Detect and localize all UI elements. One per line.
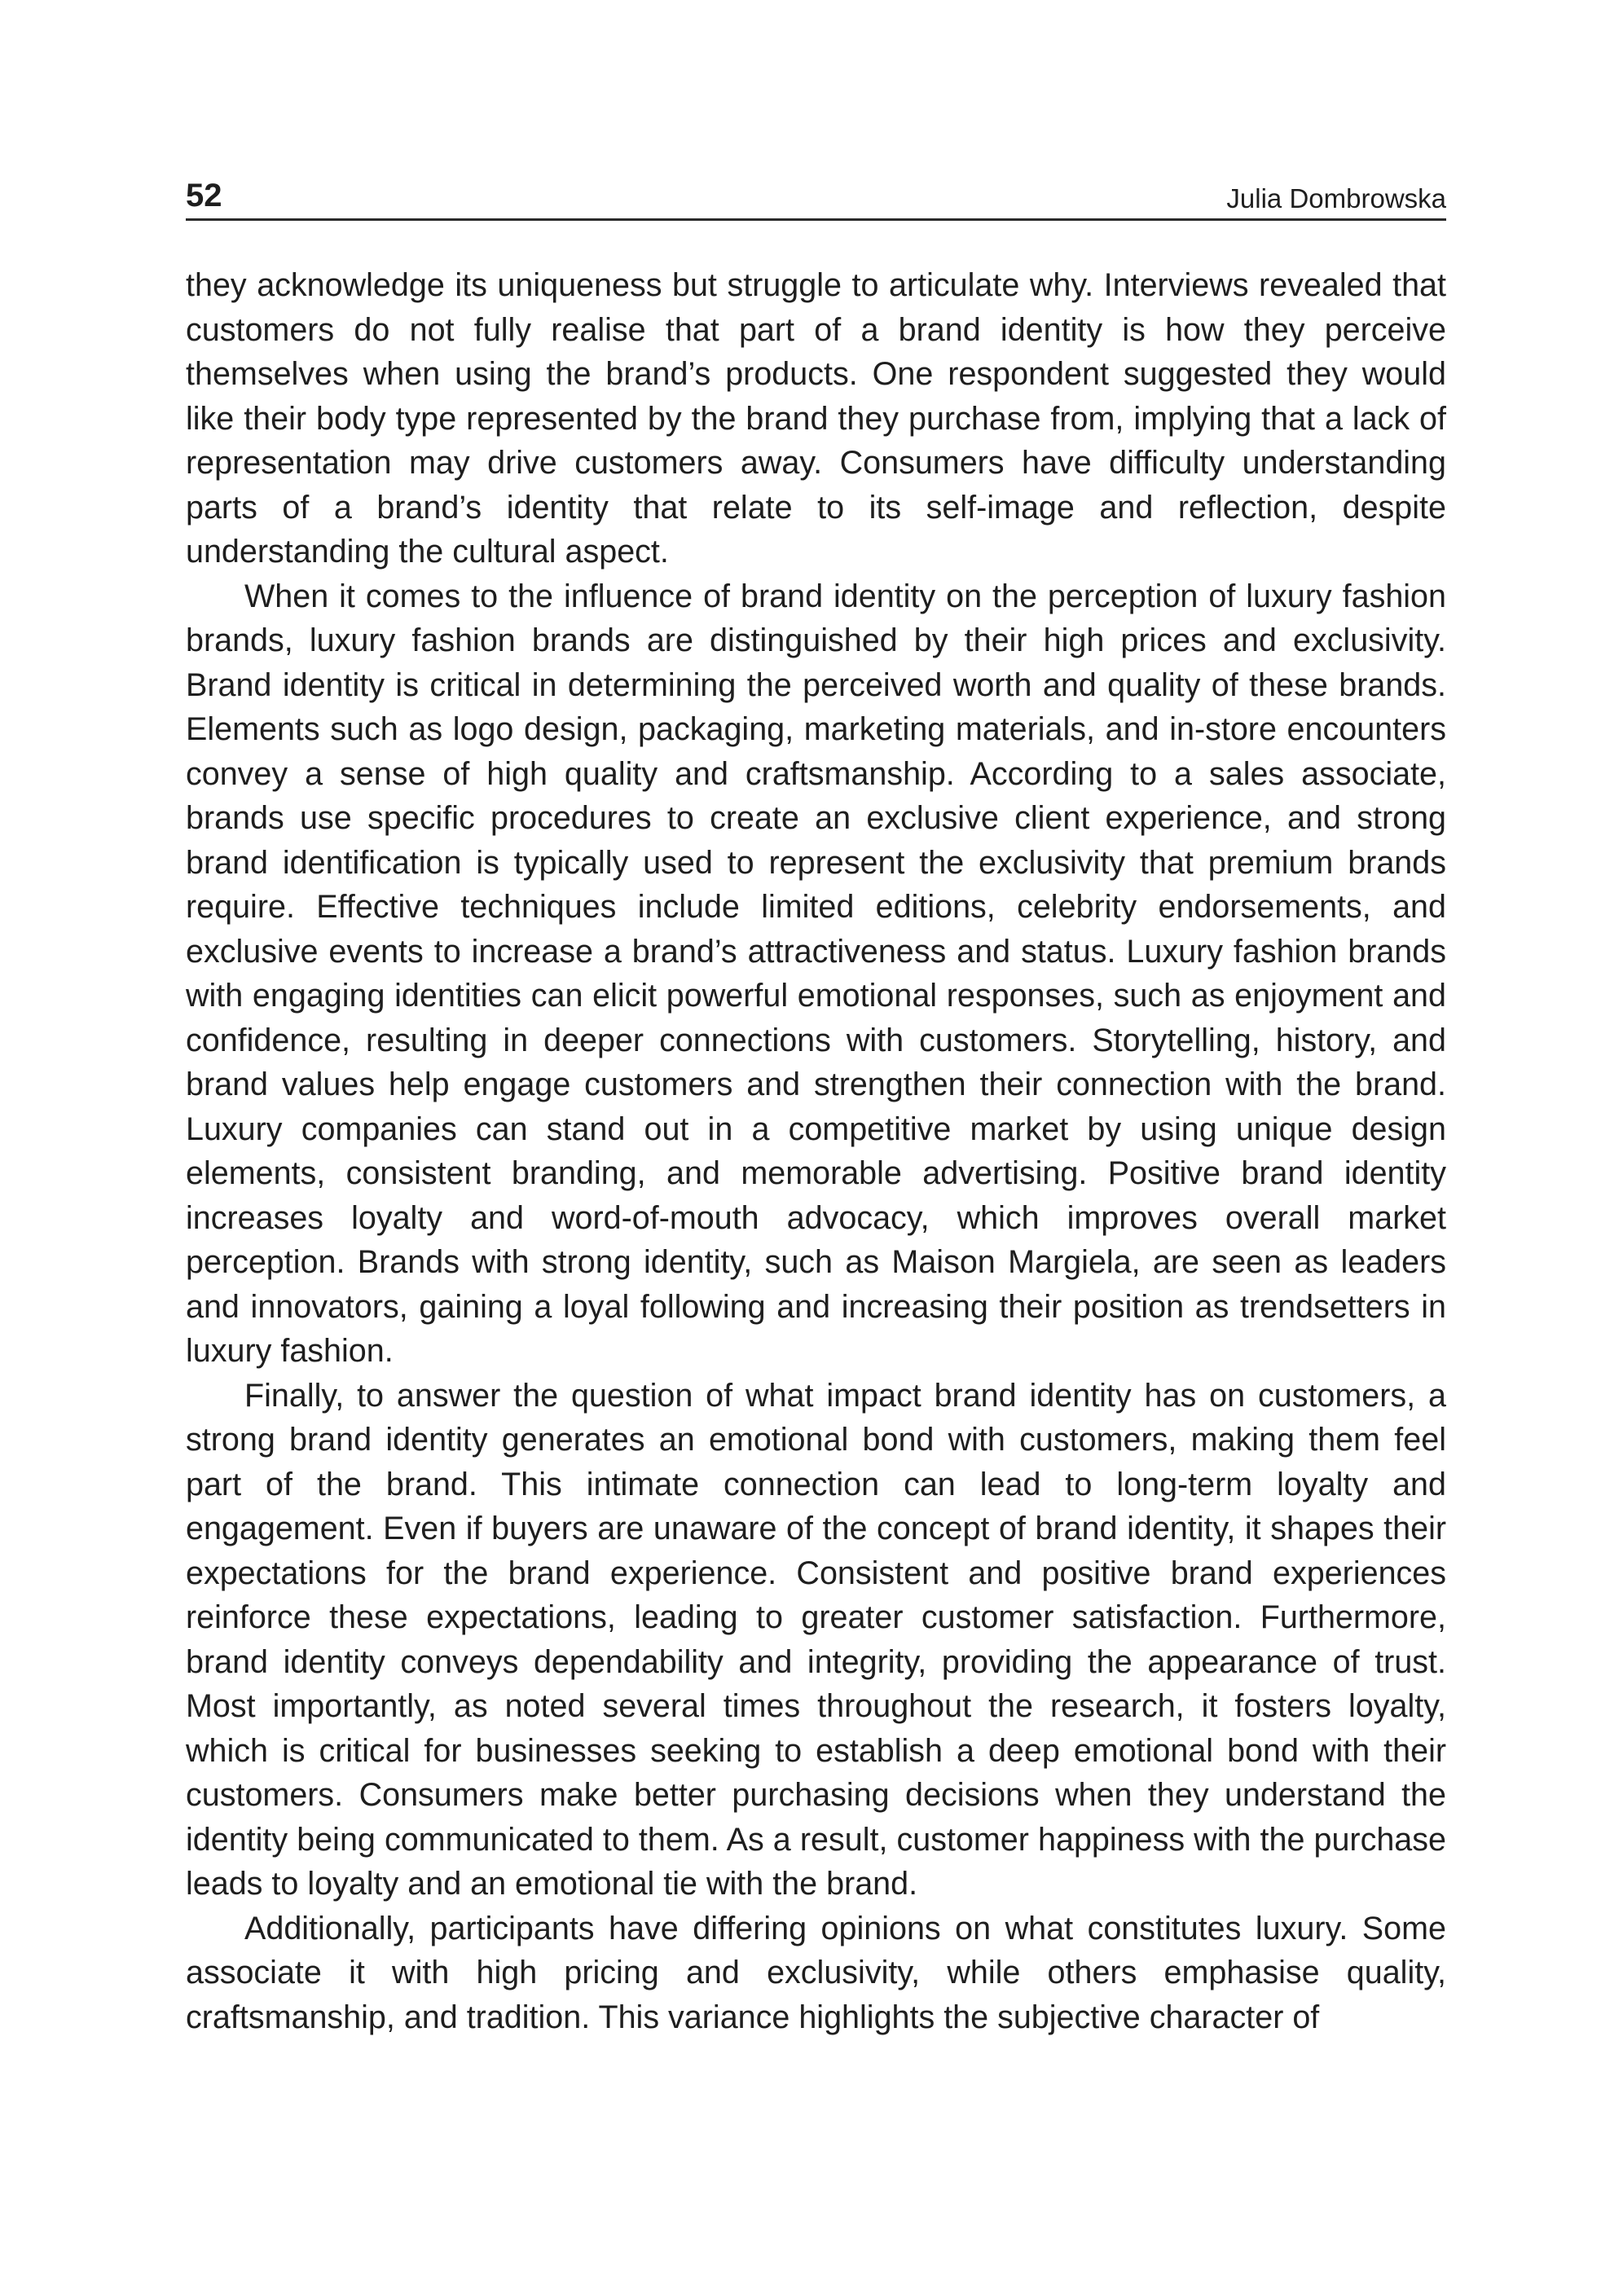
page-number: 52 — [186, 178, 222, 213]
paragraph-brand-identity-perception: When it comes to the influence of brand identity on the perception of luxury fashion brands, luxury fashion brands are distinguished by their high prices and exclusivity. Brand identity is critical in determining the perceived worth and quality of these brands. Elements such as logo design, packaging, marketing materials, and in-store encounters convey a sense of high quality and craftsmanship. According to a sales associate, brands use specific procedures to create an exclusive client experience, and strong brand identification is typically used to represent the exclusivity that premium brands require. Effective techniques include limited editions, celebrity endorsements, and exclusive events to increase a brand’s attractiveness and status. Luxury fashion brands with engaging identities can elicit powerful emotional responses, such as enjoyment and confidence, resulting in deeper connections with customers. Storytelling, history, and brand values help engage customers and strengthen their connection with the brand. Luxury companies can stand out in a competitive market by using unique design elements, consistent branding, and memorable advertising. Positive brand identity increases loyalty and word-of-mouth advocacy, which improves overall market perception. Brands with strong identity, such as Maison Margiela, are seen as leaders and innovators, gaining a loyal following and increasing their position as trendsetters in luxury fashion. — [186, 578, 1446, 1369]
paragraph-continued: they acknowledge its uniqueness but struggle to articulate why. Interviews revealed that customers do not fully realise that part of a brand identity is how they perceive themselves when using the brand’s products. One respondent suggested they would like their body type represented by the brand they purchase from, implying that a lack of representation may drive customers away. Consumers have difficulty understanding parts of a brand’s identity that relate to its self-image and reflection, despite understanding the cultural aspect. — [186, 267, 1446, 570]
body-text — [186, 263, 1446, 2039]
paragraph-luxury-opinions: Additionally, participants have differing opinions on what constitutes luxury. Some associate it with high pricing and exclusivity, while others emphasise quality, craftsmanship, and tradition. This variance highlights the subjective character of — [186, 1910, 1446, 2035]
running-header-author: Julia Dombrowska — [1226, 183, 1446, 213]
paragraph-impact-on-customers: Finally, to answer the question of what impact brand identity has on customers, a strong brand identity generates an emotional bond with customers, making them feel part of the brand. This intimate connection can lead to long-term loyalty and engagement. Even if buyers are unaware of the concept of brand identity, it shapes their expectations for the brand experience. Consistent and positive brand experiences reinforce these expectations, leading to greater customer satisfaction. Furthermore, brand identity conveys dependability and integrity, providing the appearance of trust. Most importantly, as noted several times throughout the research, it fosters loyalty, which is critical for businesses seeking to establish a deep emotional bond with their customers. Consumers make better purchasing decisions when they understand the identity being communicated to them. As a result, customer happiness with the purchase leads to loyalty and an emotional tie with the brand. — [186, 1377, 1446, 1902]
running-header — [186, 173, 1446, 221]
